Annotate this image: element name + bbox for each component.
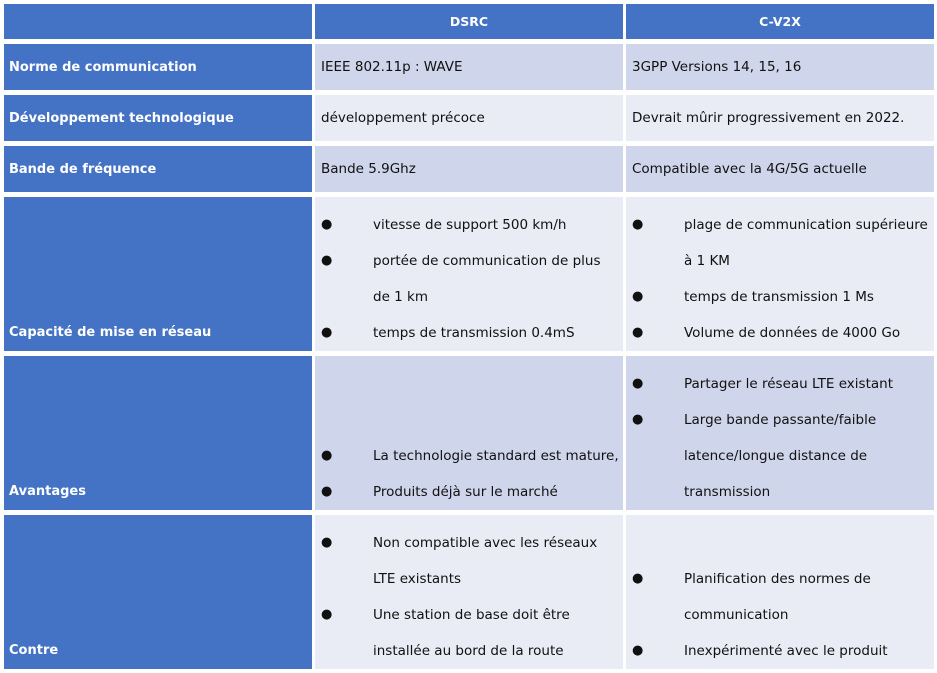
cell-avantages-dsrc — [315, 356, 623, 510]
cell-norme-cv2x: 3GPP Versions 14, 15, 16 — [626, 44, 934, 90]
bullet-icon: ● — [321, 217, 333, 232]
list-item: ● Large bande passante/faible latence/longue distance de transmission — [630, 402, 934, 510]
bullet-list — [630, 366, 934, 510]
row-label-capacite: Capacité de mise en réseau — [4, 197, 312, 351]
bullet-icon: ● — [321, 325, 333, 340]
bullet-icon: ● — [321, 484, 333, 499]
cell-capacite-cv2x — [626, 197, 934, 351]
cell-bande-dsrc: Bande 5.9Ghz — [315, 146, 623, 192]
cell-avantages-cv2x — [626, 356, 934, 510]
cell-bande-cv2x: Compatible avec la 4G/5G actuelle — [626, 146, 934, 192]
bullet-icon: ● — [632, 289, 644, 304]
list-item: ● Partager le réseau LTE existant — [630, 366, 934, 402]
bullet-icon: ● — [632, 412, 644, 427]
list-item: ● portée de communication de plus de 1 km — [319, 243, 623, 315]
cell-developpement-cv2x: Devrait mûrir progressivement en 2022. — [626, 95, 934, 141]
list-item: ● plage de communication supérieure à 1 KM — [630, 207, 934, 279]
header-cv2x: C-V2X — [626, 4, 934, 39]
list-item: ● Produits déjà sur le marché — [319, 474, 623, 510]
bullet-icon: ● — [632, 325, 644, 340]
bullet-icon: ● — [632, 376, 644, 391]
list-item: ● Planification des normes de communication — [630, 561, 934, 633]
header-dsrc: DSRC — [315, 4, 623, 39]
list-item: ● La technologie standard est mature, — [319, 438, 623, 474]
row-label-norme: Norme de communication — [4, 44, 312, 90]
cell-contre-cv2x — [626, 515, 934, 669]
bullet-icon: ● — [632, 643, 644, 658]
bullet-icon: ● — [321, 607, 333, 622]
cell-developpement-dsrc: développement précoce — [315, 95, 623, 141]
bullet-icon: ● — [632, 571, 644, 586]
bullet-icon: ● — [321, 448, 333, 463]
row-label-developpement: Développement technologique — [4, 95, 312, 141]
cell-norme-dsrc: IEEE 802.11p : WAVE — [315, 44, 623, 90]
header-corner — [4, 4, 312, 39]
row-label-avantages: Avantages — [4, 356, 312, 510]
cell-contre-dsrc — [315, 515, 623, 669]
list-item: ● Une station de base doit être installée au bord de la route — [319, 597, 623, 669]
bullet-icon: ● — [321, 253, 333, 268]
row-label-contre: Contre — [4, 515, 312, 669]
bullet-list — [630, 561, 934, 669]
list-item: ● vitesse de support 500 km/h — [319, 207, 623, 243]
bullet-icon: ● — [321, 535, 333, 550]
bullet-list — [319, 438, 623, 510]
list-item: ● temps de transmission 0.4mS — [319, 315, 623, 351]
row-label-bande: Bande de fréquence — [4, 146, 312, 192]
bullet-list — [630, 207, 934, 351]
bullet-list — [319, 207, 623, 351]
bullet-icon: ● — [632, 217, 644, 232]
comparison-table — [4, 4, 935, 670]
list-item: ● Inexpérimenté avec le produit — [630, 633, 934, 669]
list-item: ● Non compatible avec les réseaux LTE existants — [319, 525, 623, 597]
list-item: ● Volume de données de 4000 Go — [630, 315, 934, 351]
bullet-list — [319, 525, 623, 669]
list-item: ● temps de transmission 1 Ms — [630, 279, 934, 315]
cell-capacite-dsrc — [315, 197, 623, 351]
